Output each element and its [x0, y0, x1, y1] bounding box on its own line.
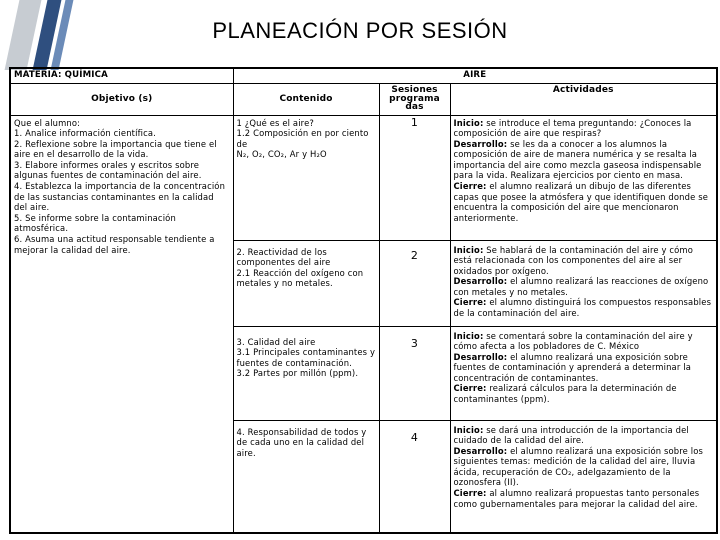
contenido-line: 3.2 Partes por millón (ppm).	[236, 368, 359, 379]
actividades-cell-3	[450, 326, 717, 420]
desarrollo-label: Desarrollo:	[453, 138, 508, 149]
contenido-line: 2. Reactividad de los componentes del aire	[236, 246, 331, 268]
objetivo-line: 3. Elabore informes orales y escritos sobre algunas fuentes de contaminación del aire.	[14, 159, 202, 181]
objetivo-line: 1. Analice información científica.	[14, 128, 156, 139]
col-contenido: Contenido	[233, 83, 379, 115]
materia-header: MATERIA: QUÍMICA	[10, 68, 233, 83]
contenido-line: 1.2 Composición en por ciento de	[236, 128, 369, 149]
desarrollo-text: se les da a conocer a los alumnos la composición de aire de manera numérica y se resalta la importancia del aire como mezcla gaseosa indispensable para la vida. Realizara ejercicios por ciento en masa.	[453, 138, 702, 181]
objetivo-line: 6. Asuma una actitud responsable tendiente a mejorar la calidad del aire.	[14, 234, 215, 255]
session-number-3: 3	[379, 326, 450, 420]
inicio-label: Inicio:	[453, 330, 484, 341]
contenido-cell-2	[233, 240, 379, 326]
inicio-text: se comentará sobre la contaminación del aire y cómo afecta a los pobladores de C. México	[453, 330, 693, 352]
desarrollo-text: el alumno realizará una exposición sobre fuentes de contaminación y aprenderá a determinar la concentración de contaminantes.	[453, 351, 691, 383]
contenido-line: 1 ¿Qué es el aire?	[236, 117, 314, 128]
slide-title: PLANEACIÓN POR SESIÓN	[212, 18, 508, 43]
inicio-text: Se hablará de la contaminación del aire y cómo está relacionada con los componentes del aire al ser oxidados por oxígeno.	[453, 244, 694, 276]
col-sesiones: Sesiones programa das	[379, 83, 450, 115]
cierre-text: el alumno distinguirá los compuestos responsables de la contaminación del aire.	[453, 297, 712, 319]
col-actividades: Actividades	[450, 83, 717, 115]
actividades-cell-1	[450, 115, 717, 240]
objetivo-line: 5. Se informe sobre la contaminación atmosférica.	[14, 212, 176, 234]
objetivo-line: 2. Reflexione sobre la importancia que tiene el aire en el desarrollo de la vida.	[14, 138, 217, 160]
cierre-text: el alumno realizará un dibujo de las diferentes capas que posee la atmósfera y que identifiquen donde se encuentra la composición del aire que mencionaron anteriormente.	[453, 181, 709, 223]
contenido-cell-3	[233, 326, 379, 420]
contenido-line: 2.1 Reacción del oxígeno con metales y no metales.	[236, 267, 364, 289]
contenido-line: 4. Responsabilidad de todos y de cada uno en la calidad del aire.	[236, 426, 367, 458]
contenido-line: 3. Calidad del aire	[236, 336, 316, 347]
cierre-label: Cierre:	[453, 383, 487, 394]
desarrollo-label: Desarrollo:	[453, 351, 508, 362]
inicio-text: se dará una introducción de la importancia del cuidado de la calidad del aire.	[453, 424, 689, 446]
contenido-line: 3.1 Principales contaminantes y fuentes de contaminación.	[236, 347, 376, 368]
objetivo-cell	[10, 115, 233, 533]
cierre-text: realizará cálculos para la determinación de contaminantes (ppm).	[453, 383, 677, 405]
contenido-cell-1	[233, 115, 379, 240]
session-number-4: 4	[379, 420, 450, 533]
col-objetivo: Objetivo (s)	[10, 83, 233, 115]
cierre-label: Cierre:	[453, 297, 487, 308]
cierre-label: Cierre:	[453, 181, 487, 192]
inicio-label: Inicio:	[453, 117, 484, 128]
objetivo-line: Que el alumno:	[14, 117, 81, 128]
session-number-2: 2	[379, 240, 450, 326]
desarrollo-label: Desarrollo:	[453, 276, 508, 287]
desarrollo-text: el alumno realizará las reacciones de oxígeno con metales y no metales.	[453, 276, 709, 297]
inicio-label: Inicio:	[453, 244, 484, 255]
actividades-cell-2	[450, 240, 717, 326]
inicio-label: Inicio:	[453, 424, 484, 435]
planning-table	[9, 67, 718, 534]
contenido-line: N₂, O₂, CO₂, Ar y H₂O	[236, 149, 327, 160]
inicio-text: se introduce el tema preguntando: ¿Conoces la composición de aire que respiras?	[453, 117, 692, 139]
tema-header: AIRE	[233, 68, 717, 83]
desarrollo-label: Desarrollo:	[453, 445, 508, 456]
objetivo-line: 4. Establezca la importancia de la concentración de las sustancias contaminantes en la calidad del aire.	[14, 181, 226, 213]
cierre-label: Cierre:	[453, 488, 487, 499]
contenido-cell-4	[233, 420, 379, 533]
actividades-cell-4	[450, 420, 717, 533]
session-number-1: 1	[379, 115, 450, 240]
cierre-text: al alumno realizará propuestas tanto personales como gubernamentales para mejorar la calidad del aire.	[453, 488, 700, 509]
desarrollo-text: el alumno realizará una exposición sobre los siguientes temas: medición de la calidad del aire, lluvia ácida, recuperación de CO₂, adelgazamiento de la ozonosfera (II).	[453, 445, 704, 488]
